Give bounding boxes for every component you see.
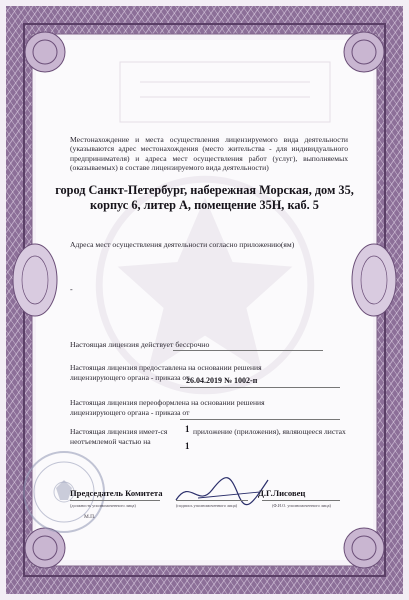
appendix-right-text: приложение (приложения), являющееся листах [193, 427, 346, 436]
caption-position: (должность уполномоченного лица) [70, 503, 136, 508]
granted-text: Настоящая лицензия предоставлена на основании решения лицензирующего органа - приказа от [70, 363, 262, 382]
appendix-count: 1 [185, 424, 190, 434]
license-address: город Санкт-Петербург, набережная Морская, дом 35, корпус 6, литер А, помещение 35Н, каб. 5 [55, 183, 354, 212]
reissued-text: Настоящая лицензия переоформлена на основании решения лицензирующего органа - приказа от [70, 398, 265, 417]
places-dash: - [70, 285, 73, 294]
signer-name: Д.Г.Лисовец [258, 488, 306, 498]
caption-signature: (подпись уполномоченного лица) [176, 503, 238, 508]
granted-order: 26.04.2019 № 1002-п [186, 376, 258, 385]
appendix-sheets: 1 [185, 441, 190, 451]
appendix-left-text: Настоящая лицензия имеет-ся неотъемлемой частью на [70, 427, 168, 446]
validity-text: Настоящая лицензия действует бессрочно [70, 340, 210, 349]
caption-name: (Ф.И.О. уполномоченного лица) [272, 503, 331, 508]
location-intro-text: Местонахождение и места осуществления лицензируемого вида деятельности (указываются адрес местонахождения (место жительства - для индивидуального предпринимателя) и адреса мест осуществления работ (услуг), выполняемых (оказываемых) в составе лицензируемого вида деятельности) [70, 135, 348, 173]
places-intro-text: Адреса мест осуществления деятельности согласно приложению(ям) [70, 240, 295, 249]
stamp-place: М.П. [84, 514, 96, 520]
background-stamp [110, 52, 340, 132]
chairman-title: Председатель Комитета [70, 488, 163, 498]
